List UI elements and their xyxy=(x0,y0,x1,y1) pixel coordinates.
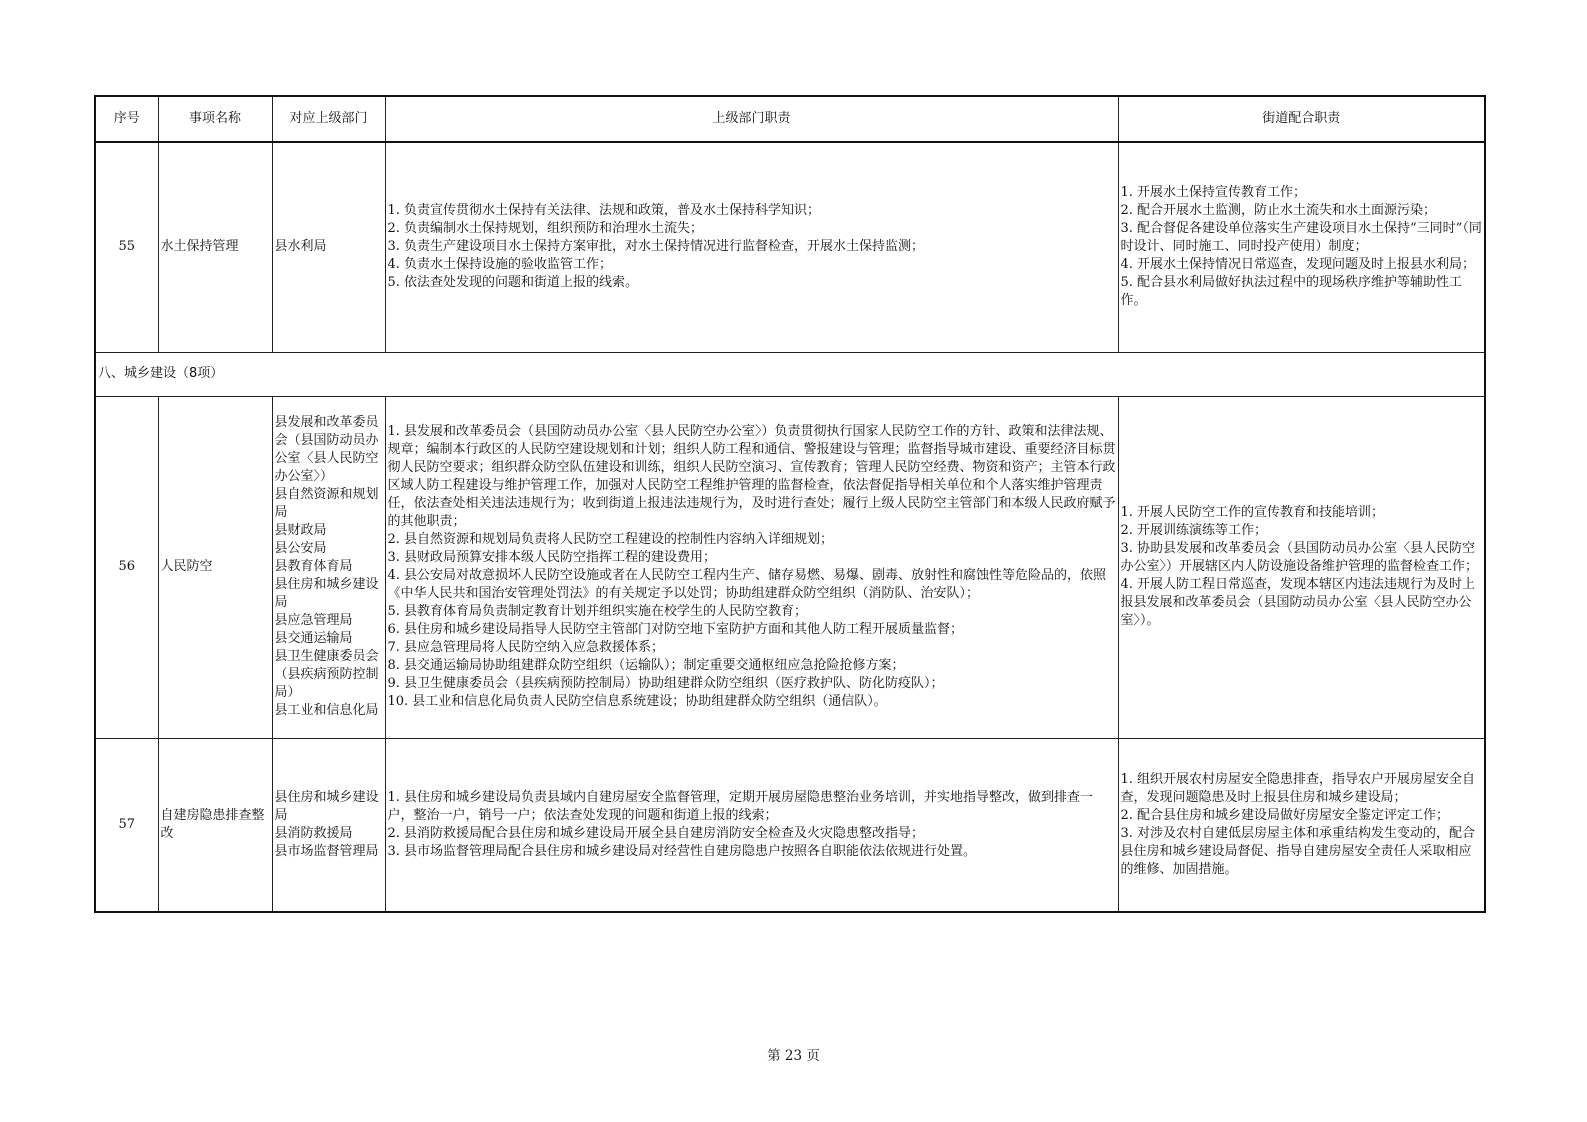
table-row xyxy=(95,142,1485,352)
cell-line: 1. 县住房和城乡建设局负责县域内自建房屋安全监督管理，定期开展房屋隐患整治业务培训，并实地指导整改，做到排查一户，整治一户，销号一户；依法查处发现的问题和街道上报的线索； xyxy=(387,789,1094,823)
cell-line: 县市场监督管理局 xyxy=(274,843,379,859)
table-row xyxy=(95,738,1485,912)
cell-line: 县教育体育局 xyxy=(274,559,353,574)
cell-line: 5. 依法查处发现的问题和街道上报的线索。 xyxy=(387,275,639,291)
row-street-duty xyxy=(1118,142,1485,352)
row-no: 57 xyxy=(95,738,158,912)
cell-line: 2. 配合开展水土监测，防止水土流失和水土面源污染； xyxy=(1120,203,1437,219)
row-no: 55 xyxy=(95,142,158,352)
row-item-name: 水土保持管理 xyxy=(158,142,272,352)
cell-line: 2. 负责编制水土保持规划，组织预防和治理水土流失； xyxy=(387,221,704,237)
cell-line: 3. 配合督促各建设单位落实生产建设项目水土保持“三同时”（同时设计、同时施工、同时投产使用）制度； xyxy=(1120,221,1482,255)
cell-line: 县工业和信息化局 xyxy=(274,703,379,718)
cell-line: 县应急管理局 xyxy=(274,613,353,628)
cell-line: 4. 县公安局对故意损坏人民防空设施或者在人民防空工程内生产、储存易燃、易爆、剧毒、放射性和腐蚀性等危险品的，依照《中华人民共和国治安管理处罚法》的有关规定予以处罚；协助组建群众防空组织（消防队、治安队）； xyxy=(387,568,1107,601)
cell-line: 县公安局 xyxy=(274,541,327,556)
cell-line: 4. 开展人防工程日常巡查，发现本辖区内违法违规行为及时上报县发展和改革委员会（县国防动员办公室〈县人民防空办公室〉）。 xyxy=(1120,577,1476,628)
cell-line: 2. 县消防救援局配合县住房和城乡建设局开展全县自建房消防安全检查及火灾隐患整改指导； xyxy=(387,825,925,841)
cell-line: 2. 县自然资源和规划局负责将人民防空工程建设的控制性内容纳入详细规划； xyxy=(387,532,834,547)
header-no: 序号 xyxy=(95,96,158,142)
header-item: 事项名称 xyxy=(158,96,272,142)
cell-line: 4. 负责水土保持设施的验收监管工作； xyxy=(387,257,613,273)
section-row xyxy=(95,352,1485,396)
cell-line: 县住房和城乡建设局 xyxy=(274,577,379,610)
cell-line: 3. 县市场监督管理局配合县住房和城乡建设局对经营性自建房隐患户按照各自职能依法依规进行处置。 xyxy=(387,843,977,859)
row-item-name: 人民防空 xyxy=(158,396,272,738)
row-street-duty xyxy=(1118,738,1485,912)
row-dept xyxy=(272,738,385,912)
cell-line: 县消防救援局 xyxy=(274,825,353,841)
row-no: 56 xyxy=(95,396,158,738)
cell-line: 10. 县工业和信息化局负责人民防空信息系统建设；协助组建群众防空组织（通信队）。 xyxy=(387,694,887,709)
table-header-row xyxy=(95,96,1485,142)
cell-line: 8. 县交通运输局协助组建群众防空组织（运输队）；制定重要交通枢纽应急抢险抢修方案； xyxy=(387,658,905,673)
table-row xyxy=(95,396,1485,738)
cell-line: 5. 县教育体育局负责制定教育计划并组织实施在校学生的人民防空教育； xyxy=(387,604,808,619)
cell-line: 3. 对涉及农村自建低层房屋主体和承重结构发生变动的，配合县住房和城乡建设局督促、指导自建房屋安全责任人采取相应的维修、加固措施。 xyxy=(1120,825,1476,877)
cell-line: 1. 组织开展农村房屋安全隐患排查，指导农户开展房屋安全自查，发现问题隐患及时上报县住房和城乡建设局； xyxy=(1120,771,1476,805)
row-item-name: 自建房隐患排查整改 xyxy=(158,738,272,912)
cell-line: 1. 开展水土保持宣传教育工作； xyxy=(1120,185,1307,201)
cell-line: 6. 县住房和城乡建设局指导人民防空主管部门对防空地下室防护方面和其他人防工程开展质量监督； xyxy=(387,622,964,637)
cell-line: 1. 负责宣传贯彻水土保持有关法律、法规和政策，普及水土保持科学知识； xyxy=(387,203,821,219)
row-upper-duty xyxy=(385,738,1118,912)
cell-line: 4. 开展水土保持情况日常巡查，发现问题及时上报县水利局； xyxy=(1120,257,1476,273)
cell-line: 县交通运输局 xyxy=(274,631,353,646)
cell-line: 2. 开展训练演练等工作； xyxy=(1120,523,1268,538)
cell-line: 县卫生健康委员会（县疾病预防控制局） xyxy=(274,649,379,700)
row-upper-duty xyxy=(385,142,1118,352)
cell-line: 3. 协助县发展和改革委员会（县国防动员办公室〈县人民防空办公室〉）开展辖区内人防设施设备维护管理的监督检查工作； xyxy=(1120,541,1479,574)
row-dept xyxy=(272,142,385,352)
cell-line: 县财政局 xyxy=(274,523,327,538)
row-upper-duty xyxy=(385,396,1118,738)
document-page xyxy=(94,95,1484,913)
section-heading: 八、城乡建设（8项） xyxy=(95,352,1485,396)
row-dept xyxy=(272,396,385,738)
header-upper-duty: 上级部门职责 xyxy=(385,96,1118,142)
cell-line: 5. 配合县水利局做好执法过程中的现场秩序维护等辅助性工作。 xyxy=(1120,275,1463,309)
cell-line: 1. 开展人民防空工作的宣传教育和技能培训； xyxy=(1120,505,1385,520)
header-dept: 对应上级部门 xyxy=(272,96,385,142)
row-street-duty xyxy=(1118,396,1485,738)
page-number: 第 23 页 xyxy=(767,1048,820,1064)
cell-line: 3. 县财政局预算安排本级人民防空指挥工程的建设费用； xyxy=(387,550,717,565)
cell-line: 县住房和城乡建设局 xyxy=(274,789,379,823)
cell-line: 2. 配合县住房和城乡建设局做好房屋安全鉴定评定工作； xyxy=(1120,807,1450,823)
duty-table xyxy=(94,95,1486,913)
cell-line: 县自然资源和规划局 xyxy=(274,487,379,520)
cell-line: 9. 县卫生健康委员会（县疾病预防控制局）协助组建群众防空组织（医疗救护队、防化防疫队）； xyxy=(387,676,944,691)
cell-line: 7. 县应急管理局将人民防空纳入应急救援体系； xyxy=(387,640,665,655)
cell-line: 县发展和改革委员会（县国防动员办公室〈县人民防空办公室〉） xyxy=(274,415,379,484)
cell-line: 1. 县发展和改革委员会（县国防动员办公室〈县人民防空办公室〉）负责贯彻执行国家人民防空工作的方针、政策和法律法规、规章；编制本行政区的人民防空建设规划和计划；组织人防工程和通信、警报建设与管理；监督指导城市建设、重要经济目标贯彻人民防空要求；组织群众防空队伍建设和训练，组织人民防空演习、宣传教育；管理人民防空经费、物资和资产；主管本行政区域人防工程建设与维护管理工作，加强对人民防空工程维护管理的监督检查，依法督促指导相关单位和个人落实维护管理责任，依法查处相关违法违规行为；收到街道上报违法违规行为，及时进行查处；履行上级人民防空主管部门和本级人民政府赋予的其他职责； xyxy=(387,424,1116,529)
header-street-duty: 街道配合职责 xyxy=(1118,96,1485,142)
cell-line: 3. 负责生产建设项目水土保持方案审批，对水土保持情况进行监督检查，开展水土保持监测； xyxy=(387,239,925,255)
cell-line: 县水利局 xyxy=(274,239,327,255)
